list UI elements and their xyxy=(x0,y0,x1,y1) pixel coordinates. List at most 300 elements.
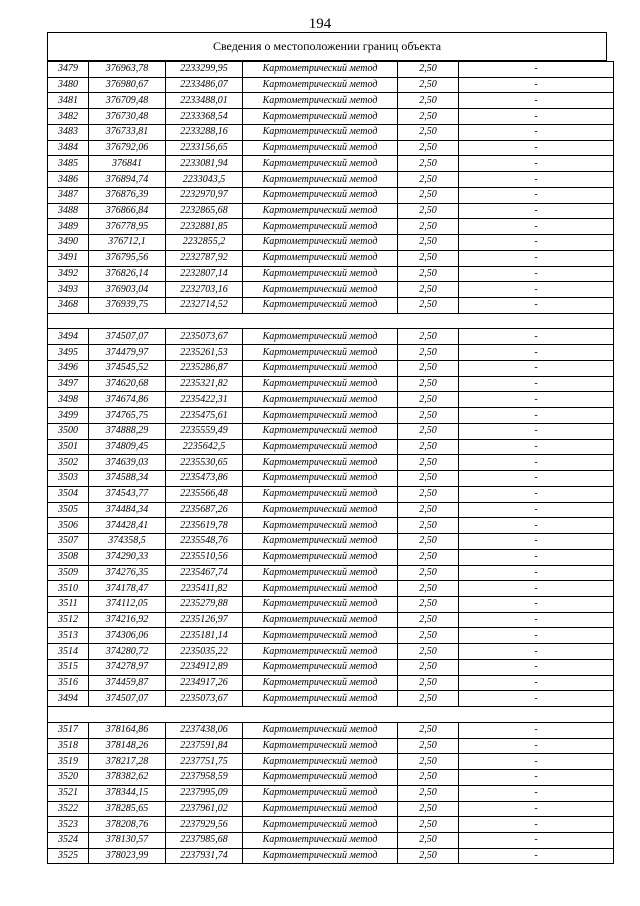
description-cell: - xyxy=(459,770,614,786)
method-cell: Картометрический метод xyxy=(243,360,398,376)
method-cell: Картометрический метод xyxy=(243,659,398,675)
table-row xyxy=(48,156,614,172)
table-row xyxy=(48,345,614,361)
description-cell: - xyxy=(459,423,614,439)
point-number-cell: 3512 xyxy=(48,612,89,628)
table-row xyxy=(48,534,614,550)
accuracy-cell: 2,50 xyxy=(398,502,459,518)
table-row xyxy=(48,235,614,251)
accuracy-cell: 2,50 xyxy=(398,832,459,848)
table-row xyxy=(48,502,614,518)
x-coordinate-cell: 376939,75 xyxy=(89,298,166,314)
method-cell: Картометрический метод xyxy=(243,124,398,140)
x-coordinate-cell: 376826,14 xyxy=(89,266,166,282)
point-number-cell: 3519 xyxy=(48,754,89,770)
y-coordinate-cell: 2235411,82 xyxy=(166,581,243,597)
y-coordinate-cell: 2237985,68 xyxy=(166,832,243,848)
y-coordinate-cell: 2233299,95 xyxy=(166,62,243,78)
y-coordinate-cell: 2235473,86 xyxy=(166,471,243,487)
separator-cell xyxy=(48,313,614,329)
method-cell: Картометрический метод xyxy=(243,235,398,251)
description-cell: - xyxy=(459,235,614,251)
description-cell: - xyxy=(459,156,614,172)
method-cell: Картометрический метод xyxy=(243,832,398,848)
y-coordinate-cell: 2235642,5 xyxy=(166,439,243,455)
table-row xyxy=(48,109,614,125)
group-separator-row xyxy=(48,313,614,329)
y-coordinate-cell: 2233081,94 xyxy=(166,156,243,172)
method-cell: Картометрический метод xyxy=(243,801,398,817)
accuracy-cell: 2,50 xyxy=(398,219,459,235)
description-cell: - xyxy=(459,565,614,581)
table-row xyxy=(48,219,614,235)
method-cell: Картометрический метод xyxy=(243,266,398,282)
table-row xyxy=(48,581,614,597)
point-number-cell: 3481 xyxy=(48,93,89,109)
y-coordinate-cell: 2235181,14 xyxy=(166,628,243,644)
point-number-cell: 3522 xyxy=(48,801,89,817)
point-number-cell: 3515 xyxy=(48,659,89,675)
description-cell: - xyxy=(459,266,614,282)
table-row xyxy=(48,282,614,298)
method-cell: Картометрический метод xyxy=(243,187,398,203)
accuracy-cell: 2,50 xyxy=(398,345,459,361)
point-number-cell: 3490 xyxy=(48,235,89,251)
accuracy-cell: 2,50 xyxy=(398,408,459,424)
accuracy-cell: 2,50 xyxy=(398,329,459,345)
table-row xyxy=(48,628,614,644)
method-cell: Картометрический метод xyxy=(243,502,398,518)
description-cell: - xyxy=(459,549,614,565)
y-coordinate-cell: 2235619,78 xyxy=(166,518,243,534)
table-row xyxy=(48,675,614,691)
method-cell: Картометрический метод xyxy=(243,612,398,628)
accuracy-cell: 2,50 xyxy=(398,675,459,691)
point-number-cell: 3492 xyxy=(48,266,89,282)
description-cell: - xyxy=(459,172,614,188)
description-cell: - xyxy=(459,124,614,140)
method-cell: Картометрический метод xyxy=(243,722,398,738)
table-row xyxy=(48,518,614,534)
accuracy-cell: 2,50 xyxy=(398,770,459,786)
method-cell: Картометрический метод xyxy=(243,518,398,534)
x-coordinate-cell: 376730,48 xyxy=(89,109,166,125)
x-coordinate-cell: 374639,03 xyxy=(89,455,166,471)
method-cell: Картометрический метод xyxy=(243,329,398,345)
method-cell: Картометрический метод xyxy=(243,754,398,770)
x-coordinate-cell: 374588,34 xyxy=(89,471,166,487)
description-cell: - xyxy=(459,785,614,801)
boundary-points-table xyxy=(47,61,614,864)
x-coordinate-cell: 378148,26 xyxy=(89,738,166,754)
table-row xyxy=(48,77,614,93)
table-row xyxy=(48,471,614,487)
accuracy-cell: 2,50 xyxy=(398,93,459,109)
table-row xyxy=(48,596,614,612)
table-row xyxy=(48,62,614,78)
point-number-cell: 3486 xyxy=(48,172,89,188)
table-row xyxy=(48,691,614,707)
method-cell: Картометрический метод xyxy=(243,109,398,125)
y-coordinate-cell: 2237751,75 xyxy=(166,754,243,770)
x-coordinate-cell: 376709,48 xyxy=(89,93,166,109)
y-coordinate-cell: 2237438,06 xyxy=(166,722,243,738)
method-cell: Картометрический метод xyxy=(243,596,398,612)
x-coordinate-cell: 376866,84 xyxy=(89,203,166,219)
x-coordinate-cell: 376980,67 xyxy=(89,77,166,93)
table-row xyxy=(48,817,614,833)
description-cell: - xyxy=(459,140,614,156)
description-cell: - xyxy=(459,848,614,864)
table-row xyxy=(48,722,614,738)
x-coordinate-cell: 376712,1 xyxy=(89,235,166,251)
x-coordinate-cell: 376778,95 xyxy=(89,219,166,235)
table-row xyxy=(48,785,614,801)
description-cell: - xyxy=(459,596,614,612)
point-number-cell: 3482 xyxy=(48,109,89,125)
point-number-cell: 3491 xyxy=(48,250,89,266)
method-cell: Картометрический метод xyxy=(243,392,398,408)
description-cell: - xyxy=(459,455,614,471)
table-row xyxy=(48,266,614,282)
accuracy-cell: 2,50 xyxy=(398,62,459,78)
method-cell: Картометрический метод xyxy=(243,581,398,597)
y-coordinate-cell: 2235687,26 xyxy=(166,502,243,518)
y-coordinate-cell: 2237995,09 xyxy=(166,785,243,801)
x-coordinate-cell: 374507,07 xyxy=(89,691,166,707)
point-number-cell: 3509 xyxy=(48,565,89,581)
method-cell: Картометрический метод xyxy=(243,345,398,361)
description-cell: - xyxy=(459,628,614,644)
method-cell: Картометрический метод xyxy=(243,549,398,565)
method-cell: Картометрический метод xyxy=(243,140,398,156)
method-cell: Картометрический метод xyxy=(243,486,398,502)
description-cell: - xyxy=(459,219,614,235)
y-coordinate-cell: 2235510,56 xyxy=(166,549,243,565)
accuracy-cell: 2,50 xyxy=(398,785,459,801)
y-coordinate-cell: 2235261,53 xyxy=(166,345,243,361)
point-number-cell: 3485 xyxy=(48,156,89,172)
y-coordinate-cell: 2232787,92 xyxy=(166,250,243,266)
table-row xyxy=(48,549,614,565)
accuracy-cell: 2,50 xyxy=(398,691,459,707)
accuracy-cell: 2,50 xyxy=(398,423,459,439)
method-cell: Картометрический метод xyxy=(243,675,398,691)
accuracy-cell: 2,50 xyxy=(398,298,459,314)
x-coordinate-cell: 376876,39 xyxy=(89,187,166,203)
x-coordinate-cell: 374545,52 xyxy=(89,360,166,376)
y-coordinate-cell: 2235126,97 xyxy=(166,612,243,628)
accuracy-cell: 2,50 xyxy=(398,376,459,392)
accuracy-cell: 2,50 xyxy=(398,612,459,628)
table-row xyxy=(48,659,614,675)
accuracy-cell: 2,50 xyxy=(398,581,459,597)
description-cell: - xyxy=(459,832,614,848)
table-row xyxy=(48,801,614,817)
description-cell: - xyxy=(459,502,614,518)
x-coordinate-cell: 374809,45 xyxy=(89,439,166,455)
method-cell: Картометрический метод xyxy=(243,848,398,864)
table-row xyxy=(48,124,614,140)
table-row xyxy=(48,423,614,439)
accuracy-cell: 2,50 xyxy=(398,738,459,754)
point-number-cell: 3501 xyxy=(48,439,89,455)
description-cell: - xyxy=(459,612,614,628)
y-coordinate-cell: 2233156,65 xyxy=(166,140,243,156)
x-coordinate-cell: 374216,92 xyxy=(89,612,166,628)
x-coordinate-cell: 376894,74 xyxy=(89,172,166,188)
accuracy-cell: 2,50 xyxy=(398,848,459,864)
point-number-cell: 3516 xyxy=(48,675,89,691)
description-cell: - xyxy=(459,250,614,266)
accuracy-cell: 2,50 xyxy=(398,124,459,140)
y-coordinate-cell: 2235566,48 xyxy=(166,486,243,502)
method-cell: Картометрический метод xyxy=(243,770,398,786)
y-coordinate-cell: 2234912,89 xyxy=(166,659,243,675)
table-row xyxy=(48,140,614,156)
accuracy-cell: 2,50 xyxy=(398,455,459,471)
x-coordinate-cell: 374290,33 xyxy=(89,549,166,565)
x-coordinate-cell: 378208,76 xyxy=(89,817,166,833)
accuracy-cell: 2,50 xyxy=(398,754,459,770)
accuracy-cell: 2,50 xyxy=(398,282,459,298)
point-number-cell: 3468 xyxy=(48,298,89,314)
accuracy-cell: 2,50 xyxy=(398,187,459,203)
table-row xyxy=(48,612,614,628)
accuracy-cell: 2,50 xyxy=(398,172,459,188)
y-coordinate-cell: 2237929,56 xyxy=(166,817,243,833)
y-coordinate-cell: 2237591,84 xyxy=(166,738,243,754)
x-coordinate-cell: 374674,86 xyxy=(89,392,166,408)
x-coordinate-cell: 374484,34 xyxy=(89,502,166,518)
description-cell: - xyxy=(459,392,614,408)
point-number-cell: 3510 xyxy=(48,581,89,597)
description-cell: - xyxy=(459,644,614,660)
table-row xyxy=(48,754,614,770)
point-number-cell: 3489 xyxy=(48,219,89,235)
description-cell: - xyxy=(459,675,614,691)
page-number: 194 xyxy=(308,16,332,32)
description-cell: - xyxy=(459,817,614,833)
method-cell: Картометрический метод xyxy=(243,644,398,660)
accuracy-cell: 2,50 xyxy=(398,565,459,581)
accuracy-cell: 2,50 xyxy=(398,360,459,376)
y-coordinate-cell: 2235559,49 xyxy=(166,423,243,439)
description-cell: - xyxy=(459,187,614,203)
x-coordinate-cell: 378217,28 xyxy=(89,754,166,770)
description-cell: - xyxy=(459,298,614,314)
point-number-cell: 3496 xyxy=(48,360,89,376)
table-row xyxy=(48,203,614,219)
point-number-cell: 3499 xyxy=(48,408,89,424)
point-number-cell: 3495 xyxy=(48,345,89,361)
y-coordinate-cell: 2235073,67 xyxy=(166,691,243,707)
description-cell: - xyxy=(459,329,614,345)
y-coordinate-cell: 2234917,26 xyxy=(166,675,243,691)
description-cell: - xyxy=(459,659,614,675)
x-coordinate-cell: 374358,5 xyxy=(89,534,166,550)
table-row xyxy=(48,392,614,408)
x-coordinate-cell: 378285,65 xyxy=(89,801,166,817)
description-cell: - xyxy=(459,738,614,754)
point-number-cell: 3514 xyxy=(48,644,89,660)
y-coordinate-cell: 2232865,68 xyxy=(166,203,243,219)
y-coordinate-cell: 2235475,61 xyxy=(166,408,243,424)
y-coordinate-cell: 2232703,16 xyxy=(166,282,243,298)
point-number-cell: 3498 xyxy=(48,392,89,408)
table-row xyxy=(48,848,614,864)
description-cell: - xyxy=(459,109,614,125)
point-number-cell: 3502 xyxy=(48,455,89,471)
description-cell: - xyxy=(459,754,614,770)
point-number-cell: 3487 xyxy=(48,187,89,203)
accuracy-cell: 2,50 xyxy=(398,266,459,282)
accuracy-cell: 2,50 xyxy=(398,628,459,644)
point-number-cell: 3483 xyxy=(48,124,89,140)
method-cell: Картометрический метод xyxy=(243,219,398,235)
accuracy-cell: 2,50 xyxy=(398,486,459,502)
separator-cell xyxy=(48,707,614,723)
description-cell: - xyxy=(459,439,614,455)
table-row xyxy=(48,250,614,266)
x-coordinate-cell: 378023,99 xyxy=(89,848,166,864)
method-cell: Картометрический метод xyxy=(243,408,398,424)
point-number-cell: 3517 xyxy=(48,722,89,738)
x-coordinate-cell: 374278,97 xyxy=(89,659,166,675)
table-row xyxy=(48,187,614,203)
x-coordinate-cell: 376903,04 xyxy=(89,282,166,298)
point-number-cell: 3523 xyxy=(48,817,89,833)
x-coordinate-cell: 374543,77 xyxy=(89,486,166,502)
x-coordinate-cell: 374620,68 xyxy=(89,376,166,392)
table-row xyxy=(48,439,614,455)
accuracy-cell: 2,50 xyxy=(398,235,459,251)
accuracy-cell: 2,50 xyxy=(398,77,459,93)
y-coordinate-cell: 2233288,16 xyxy=(166,124,243,140)
description-cell: - xyxy=(459,62,614,78)
x-coordinate-cell: 376795,56 xyxy=(89,250,166,266)
method-cell: Картометрический метод xyxy=(243,203,398,219)
accuracy-cell: 2,50 xyxy=(398,596,459,612)
y-coordinate-cell: 2235467,74 xyxy=(166,565,243,581)
x-coordinate-cell: 376963,78 xyxy=(89,62,166,78)
table-row xyxy=(48,93,614,109)
method-cell: Картометрический метод xyxy=(243,565,398,581)
point-number-cell: 3508 xyxy=(48,549,89,565)
description-cell: - xyxy=(459,77,614,93)
x-coordinate-cell: 374507,07 xyxy=(89,329,166,345)
table-row xyxy=(48,298,614,314)
point-number-cell: 3507 xyxy=(48,534,89,550)
accuracy-cell: 2,50 xyxy=(398,722,459,738)
y-coordinate-cell: 2235422,31 xyxy=(166,392,243,408)
accuracy-cell: 2,50 xyxy=(398,250,459,266)
description-cell: - xyxy=(459,360,614,376)
table-row xyxy=(48,376,614,392)
x-coordinate-cell: 374112,05 xyxy=(89,596,166,612)
method-cell: Картометрический метод xyxy=(243,691,398,707)
point-number-cell: 3524 xyxy=(48,832,89,848)
table-row xyxy=(48,832,614,848)
description-cell: - xyxy=(459,408,614,424)
table-row xyxy=(48,770,614,786)
point-number-cell: 3484 xyxy=(48,140,89,156)
description-cell: - xyxy=(459,486,614,502)
y-coordinate-cell: 2237931,74 xyxy=(166,848,243,864)
table-row xyxy=(48,455,614,471)
group-separator-row xyxy=(48,707,614,723)
accuracy-cell: 2,50 xyxy=(398,109,459,125)
method-cell: Картометрический метод xyxy=(243,785,398,801)
point-number-cell: 3506 xyxy=(48,518,89,534)
description-cell: - xyxy=(459,203,614,219)
x-coordinate-cell: 374306,06 xyxy=(89,628,166,644)
point-number-cell: 3518 xyxy=(48,738,89,754)
point-number-cell: 3479 xyxy=(48,62,89,78)
description-cell: - xyxy=(459,376,614,392)
accuracy-cell: 2,50 xyxy=(398,817,459,833)
x-coordinate-cell: 374280,72 xyxy=(89,644,166,660)
method-cell: Картометрический метод xyxy=(243,376,398,392)
point-number-cell: 3511 xyxy=(48,596,89,612)
method-cell: Картометрический метод xyxy=(243,250,398,266)
x-coordinate-cell: 378344,15 xyxy=(89,785,166,801)
point-number-cell: 3500 xyxy=(48,423,89,439)
y-coordinate-cell: 2233043,5 xyxy=(166,172,243,188)
accuracy-cell: 2,50 xyxy=(398,801,459,817)
y-coordinate-cell: 2232714,52 xyxy=(166,298,243,314)
y-coordinate-cell: 2235321,82 xyxy=(166,376,243,392)
y-coordinate-cell: 2232855,2 xyxy=(166,235,243,251)
description-cell: - xyxy=(459,345,614,361)
y-coordinate-cell: 2232970,97 xyxy=(166,187,243,203)
y-coordinate-cell: 2235548,76 xyxy=(166,534,243,550)
x-coordinate-cell: 374479,97 xyxy=(89,345,166,361)
method-cell: Картометрический метод xyxy=(243,471,398,487)
accuracy-cell: 2,50 xyxy=(398,534,459,550)
x-coordinate-cell: 378130,57 xyxy=(89,832,166,848)
y-coordinate-cell: 2233488,01 xyxy=(166,93,243,109)
y-coordinate-cell: 2233486,07 xyxy=(166,77,243,93)
method-cell: Картометрический метод xyxy=(243,77,398,93)
method-cell: Картометрический метод xyxy=(243,298,398,314)
point-number-cell: 3505 xyxy=(48,502,89,518)
y-coordinate-cell: 2237961,02 xyxy=(166,801,243,817)
y-coordinate-cell: 2235035,22 xyxy=(166,644,243,660)
description-cell: - xyxy=(459,282,614,298)
method-cell: Картометрический метод xyxy=(243,282,398,298)
accuracy-cell: 2,50 xyxy=(398,203,459,219)
table-row xyxy=(48,408,614,424)
description-cell: - xyxy=(459,93,614,109)
point-number-cell: 3480 xyxy=(48,77,89,93)
y-coordinate-cell: 2232807,14 xyxy=(166,266,243,282)
method-cell: Картометрический метод xyxy=(243,439,398,455)
description-cell: - xyxy=(459,518,614,534)
point-number-cell: 3493 xyxy=(48,282,89,298)
point-number-cell: 3494 xyxy=(48,691,89,707)
method-cell: Картометрический метод xyxy=(243,738,398,754)
description-cell: - xyxy=(459,581,614,597)
section-title: Сведения о местоположении границ объекта xyxy=(47,32,607,61)
description-cell: - xyxy=(459,691,614,707)
accuracy-cell: 2,50 xyxy=(398,659,459,675)
x-coordinate-cell: 374428,41 xyxy=(89,518,166,534)
description-cell: - xyxy=(459,471,614,487)
method-cell: Картометрический метод xyxy=(243,628,398,644)
accuracy-cell: 2,50 xyxy=(398,644,459,660)
y-coordinate-cell: 2235286,87 xyxy=(166,360,243,376)
